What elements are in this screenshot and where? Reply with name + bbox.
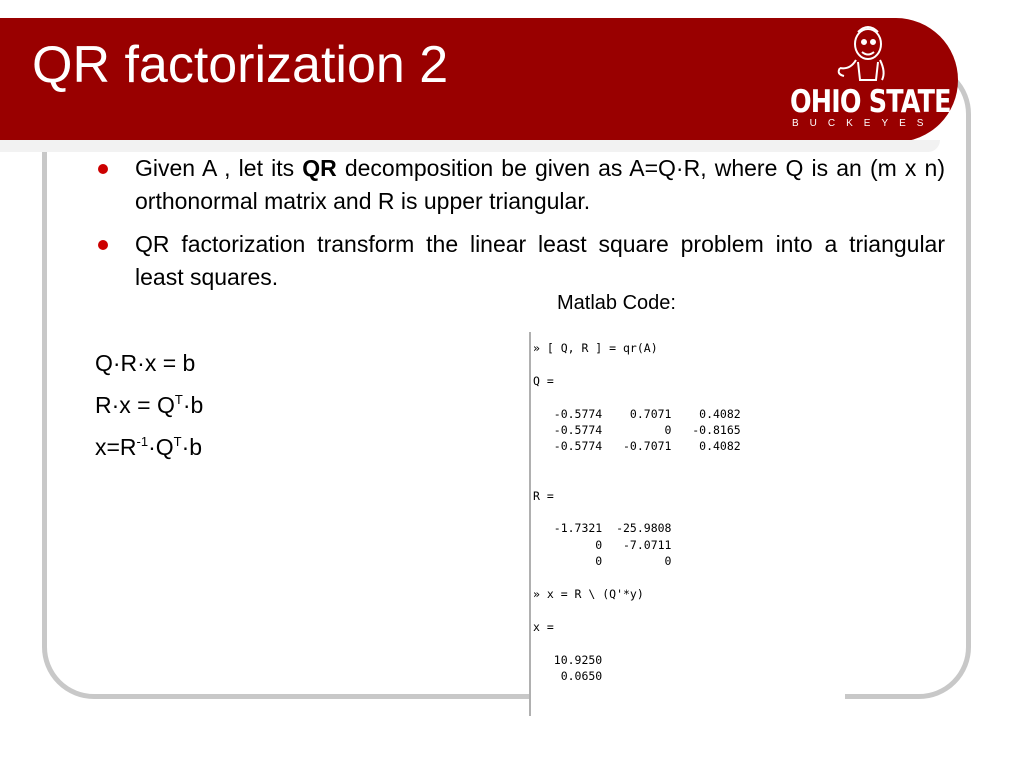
bullet-list — [95, 152, 945, 304]
bullet-item — [95, 228, 945, 294]
equations — [95, 342, 203, 468]
superscript: T — [174, 392, 183, 407]
superscript: T — [173, 434, 182, 449]
bullet-bold-text: QR — [302, 155, 337, 181]
equation-2 — [95, 384, 203, 426]
equation-text: x=R — [95, 434, 137, 460]
equation-text: R·x = Q — [95, 392, 175, 418]
logo-wordmark: OHIO STATE — [790, 84, 951, 120]
trademark-mark: TM — [940, 124, 951, 131]
logo-subtext: BUCKEYES — [792, 118, 935, 129]
bullet-text: QR factorization transform the linear least square problem into a triangular least squares. — [135, 231, 945, 290]
bullet-text: decomposition be given as A=Q·R, where Q is an (m x n) orthonormal matrix and R is upper triangular. — [135, 155, 945, 214]
bullet-text: Given A , let its — [135, 155, 303, 181]
equation-text: ·b — [182, 392, 204, 418]
equation-text: ·Q — [148, 434, 174, 460]
slide-title: QR factorization 2 — [32, 36, 449, 94]
matlab-code-label: Matlab Code: — [557, 292, 676, 314]
banner-shadow — [0, 140, 940, 152]
superscript: -1 — [136, 434, 149, 449]
bullet-item — [95, 152, 945, 218]
bullet-dot-icon — [98, 240, 108, 250]
matlab-code-output: » [ Q, R ] = qr(A) Q = -0.5774 0.7071 0.4082 -0.5774 0 -0.8165 -0.5774 -0.7071 0.4082 R = -1.7321 -25.9808 0 -7.0711 0 0 » x = R \ (Q'*y) x = 10.9250 0.0650 — [533, 341, 741, 684]
equation-1 — [95, 342, 203, 384]
equation-3 — [95, 426, 203, 468]
bullet-dot-icon — [98, 164, 108, 174]
equation-text: Q·R·x = b — [95, 350, 196, 376]
equation-text: ·b — [181, 434, 203, 460]
